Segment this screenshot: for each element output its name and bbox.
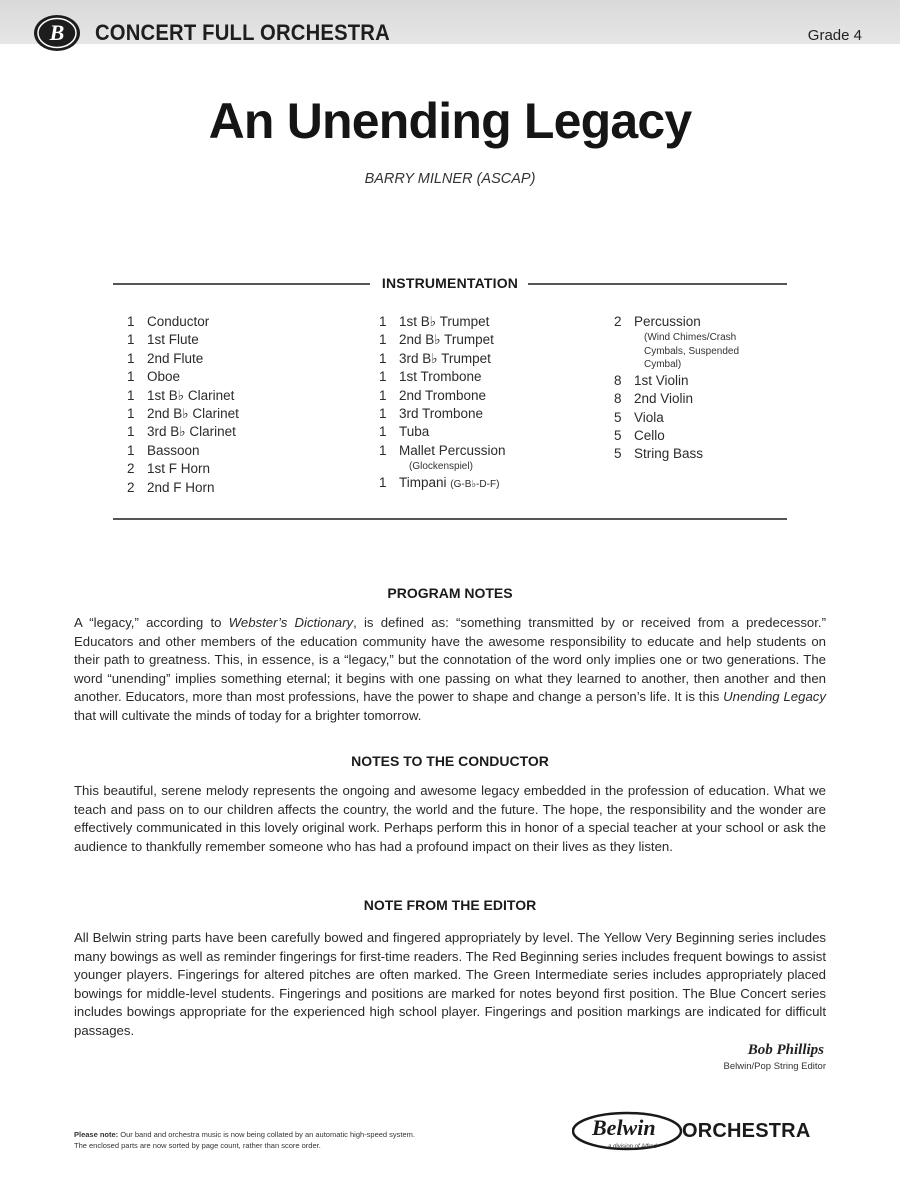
instrumentation-rule-right [528,283,787,285]
instrument-quantity: 8 [614,372,622,388]
instrumentation-rule-bottom [113,518,787,520]
instrument-quantity: 1 [379,369,387,385]
instrument-row [127,442,357,460]
instrument-name: Percussion [634,314,701,329]
instrument-name: 2nd Flute [147,350,204,366]
series-title: CONCERT FULL ORCHESTRA [95,20,390,45]
instrument-quantity: 1 [127,350,135,366]
instrument-name: 2nd Trombone [399,387,487,403]
instrument-quantity: 1 [379,350,387,366]
instrument-row [379,442,609,460]
instrument-row [379,368,609,386]
instrument-quantity: 1 [127,442,135,458]
instrument-row [379,474,609,492]
composer-credit: BARRY MILNER (ASCAP) [364,171,536,187]
instrument-name: 2nd B♭ Clarinet [147,405,239,421]
editor-note-heading: NOTE FROM THE EDITOR [363,897,537,913]
program-notes-heading: PROGRAM NOTES [387,585,513,601]
instrument-name: 1st F Horn [147,461,211,477]
instrument-row [127,405,357,423]
instrument-quantity: 8 [614,391,622,407]
instrument-quantity: 2 [127,479,135,495]
grade-label: Grade 4 [807,27,862,44]
instrument-name: 3rd B♭ Trumpet [399,350,491,366]
instrument-name: 2nd B♭ Trumpet [399,332,494,348]
instrument-name: Oboe [147,369,181,385]
editor-note-text: All Belwin string parts have been carefully bowed and fingered appropriately by level. The Yellow Very Beginning series includes many bowings as well as reminder fingerings for first-time readers. The Red Beginning series includes frequent bowings to assist younger players. Fingerings for altered pitches are often marked. The Green Intermediate series includes appropriately placed bowings for middle-level students. Fingerings and positions are marked for notes beyond first position. The Blue Concert series includes bowings appropriate for the experienced high school player. Fingerings and position markings are indicated for difficult passages. [74,930,826,1038]
instrument-name: 2nd Violin [634,391,694,407]
instrument-quantity: 1 [379,387,387,403]
instrument-row [379,350,609,368]
instrument-name: 1st Violin [634,372,689,388]
instrument-subnote: (Wind Chimes/Crash [644,332,737,344]
instrument-quantity: 1 [127,424,135,440]
instrument-row [127,479,357,497]
instrument-row [127,387,357,405]
instrument-row [127,423,357,441]
instrument-name-wrap [147,350,203,368]
instrument-name-wrap [399,368,482,386]
instrument-name-wrap [147,368,180,386]
instrument-name-wrap [634,390,693,408]
instrument-name: 3rd Trombone [399,405,484,421]
instrument-row [614,409,814,427]
instrument-quantity: 1 [379,314,387,329]
instrument-quantity: 5 [614,409,622,425]
program-notes-text: A “legacy,” according to Webster’s Dictionary, is defined as: “something transmitted by or received from a predecessor.” Educators and other members of the education community have the awesome responsibility to educate and help students on their path to greatness. This, in essence, is a “legacy,” but the connotation of the word only implies one or two generations. The word “unending” implies something eternal; it begins with one passing on what they learned to another, then another and then another. Educators, more than most professions, have the power to shape and change a person’s life. It is this Unending Legacy that will cultivate the minds of today for a brighter tomorrow. [74,615,826,723]
instrument-row [379,423,609,441]
instrument-column-3 [614,313,814,464]
orchestra-wordmark: ORCHESTRA [682,1120,811,1142]
conductor-notes-text: This beautiful, serene melody represents the ongoing and awesome legacy embedded in the profession of education. What we teach and pass on to our children affects the country, the world and the future. The hope, the responsibility and the wonder are effectively communicated in this lovely original work. Perhaps perform this in honor of a special teacher at your school or ask the audience to thankfully remember someone who has had a profound impact on their lives as they listen. [74,783,826,854]
instrument-quantity: 1 [379,442,387,458]
instrument-name: Viola [634,409,664,425]
instrument-subnote: Cymbals, Suspended [644,345,740,357]
instrument-quantity: 2 [127,461,135,477]
instrument-name: Cello [634,428,665,444]
instrument-name-wrap [399,442,506,460]
svg-text:B: B [49,20,65,45]
instrument-name: 2nd F Horn [147,479,215,495]
instrument-row [379,331,609,349]
instrument-name-wrap [399,350,491,368]
instrument-row [614,313,814,331]
instrument-quantity: 1 [379,405,387,421]
instrument-subnote: (Glockenspiel) [409,461,473,473]
instrument-quantity: 1 [127,387,135,403]
alfred-division-label: a division of Alfred [608,1144,657,1150]
instrument-name: Bassoon [147,442,200,458]
instrument-quantity: 2 [614,314,622,329]
instrument-quantity: 1 [127,369,135,385]
instrument-row [614,372,814,390]
instrument-inline-note: (G-B♭-D-F) [450,478,500,490]
editor-title: Belwin/Pop String Editor [723,1061,826,1072]
instrument-name: 1st Trombone [399,369,482,385]
instrument-quantity: 1 [379,424,387,440]
instrument-name-wrap [634,372,689,390]
belwin-b-logo-icon [32,12,82,54]
instrument-name: 1st B♭ Trumpet [399,314,490,329]
instrument-name-wrap [147,479,215,497]
page-title: An Unending Legacy [208,93,692,149]
instrument-name-wrap [399,313,489,331]
instrument-name-wrap [399,405,483,423]
instrument-name: 1st B♭ Clarinet [147,387,235,403]
instrumentation-heading: INSTRUMENTATION [381,275,519,291]
instrument-name-wrap [147,405,239,423]
instrument-name-wrap [147,423,236,441]
instrument-row [127,368,357,386]
instrument-name-wrap [634,409,664,427]
instrument-name-wrap [634,427,665,445]
belwin-orchestra-logo [572,1109,832,1157]
instrument-name-wrap [147,442,200,460]
instrument-name-wrap [399,474,499,494]
instrument-quantity: 1 [379,332,387,348]
instrument-name-wrap [399,423,429,441]
instrument-name: Tuba [399,424,430,440]
instrument-column-2 [379,313,609,492]
instrument-quantity: 5 [614,428,622,444]
instrument-row [127,331,357,349]
instrument-quantity: 1 [127,405,135,421]
instrument-row [379,405,609,423]
instrument-subnote: Cymbal) [644,359,682,371]
instrument-row [379,387,609,405]
instrument-name: Conductor [147,314,210,329]
instrument-name: 1st Flute [147,332,199,348]
instrument-row [614,427,814,445]
instrument-column-1 [127,313,357,497]
instrument-row [614,445,814,463]
instrument-name: Mallet Percussion [399,442,506,458]
instrument-quantity: 1 [127,314,135,329]
instrument-row [127,350,357,368]
instrument-quantity: 5 [614,446,622,462]
conductor-notes-heading: NOTES TO THE CONDUCTOR [351,753,549,769]
instrument-name-wrap [147,387,234,405]
belwin-script-logo: Belwin [592,1115,656,1140]
instrument-name-wrap [634,313,701,331]
instrument-name: Timpani [399,474,447,490]
instrument-row [614,390,814,408]
instrument-quantity: 1 [379,474,387,490]
instrument-name-wrap [399,331,494,349]
instrument-quantity: 1 [127,332,135,348]
instrument-row [127,313,357,331]
instrument-row [127,460,357,478]
instrument-name: 3rd B♭ Clarinet [147,424,236,440]
footer-note: Please note: Our band and orchestra music is now being collated by an automatic high-speed system. The enclosed parts are now sorted by page count, rather than score order. [74,1130,416,1150]
editor-signature: Bob Phillips [747,1042,824,1058]
instrument-name-wrap [634,445,703,463]
instrument-name-wrap [147,331,199,349]
instrument-name-wrap [147,313,209,331]
instrument-row [379,313,609,331]
instrument-name-wrap [399,387,486,405]
instrument-name: String Bass [634,446,704,462]
instrument-name-wrap [147,460,210,478]
